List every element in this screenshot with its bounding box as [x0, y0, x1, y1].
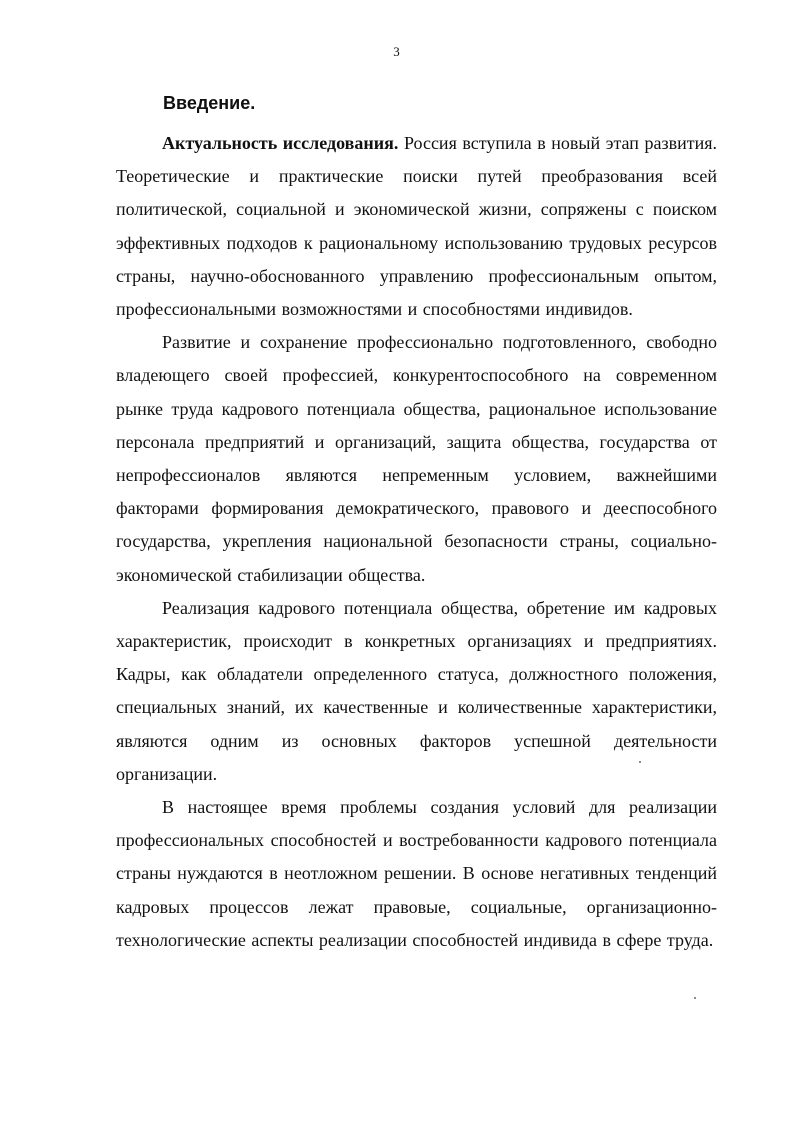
- scan-speck: [639, 761, 641, 763]
- page-number: 3: [393, 44, 400, 59]
- paragraph-text: Развитие и сохранение профессионально подготовленного, свободно владеющего своей профессией, конкурентоспособного на современном рынке труда кадрового потенциала общества, рациональное использование персонала предприятий и организаций, защита общества, государства от непрофессионалов являются непременным условием, важнейшими факторами формирования демократического, правового и дееспособного государства, укрепления национальной безопасности страны, социально-экономической стабилизации общества.: [116, 332, 717, 585]
- paragraph-development: [116, 326, 717, 592]
- paragraph-relevance: [116, 127, 717, 326]
- paragraph-text: Россия вступила в новый этап развития. Теоретические и практические поиски путей преобразования всей политической, социальной и экономической жизни, сопряжены с поиском эффективных подходов к рациональному использованию трудовых ресурсов страны, научно-обоснованного управлению профессиональным опытом, профессиональными возможностями и способностями индивидов.: [116, 133, 718, 320]
- scan-speck: [694, 997, 696, 999]
- paragraph-text: Реализация кадрового потенциала общества, обретение им кадровых характеристик, происходит в конкретных организациях и предприятиях. Кадры, как обладатели определенного статуса, должностного положения, специальных знаний, их качественные и количественные характеристики, являются одним из основных факторов успешной деятельности организации.: [116, 597, 717, 784]
- paragraph-text: В настоящее время проблемы создания условий для реализации профессиональных способностей и востребованности кадрового потенциала страны нуждаются в неотложном решении. В основе негативных тенденций кадровых процессов лежат правовые, социальные, организационно-технологические аспекты реализации способностей индивида в сфере труда.: [116, 797, 717, 950]
- paragraph-realization: [116, 592, 717, 791]
- section-heading: Введение.: [163, 93, 256, 113]
- body-text: [116, 127, 717, 957]
- paragraph-current-problems: [116, 791, 717, 957]
- paragraph-lead: Актуальность исследования.: [162, 133, 399, 153]
